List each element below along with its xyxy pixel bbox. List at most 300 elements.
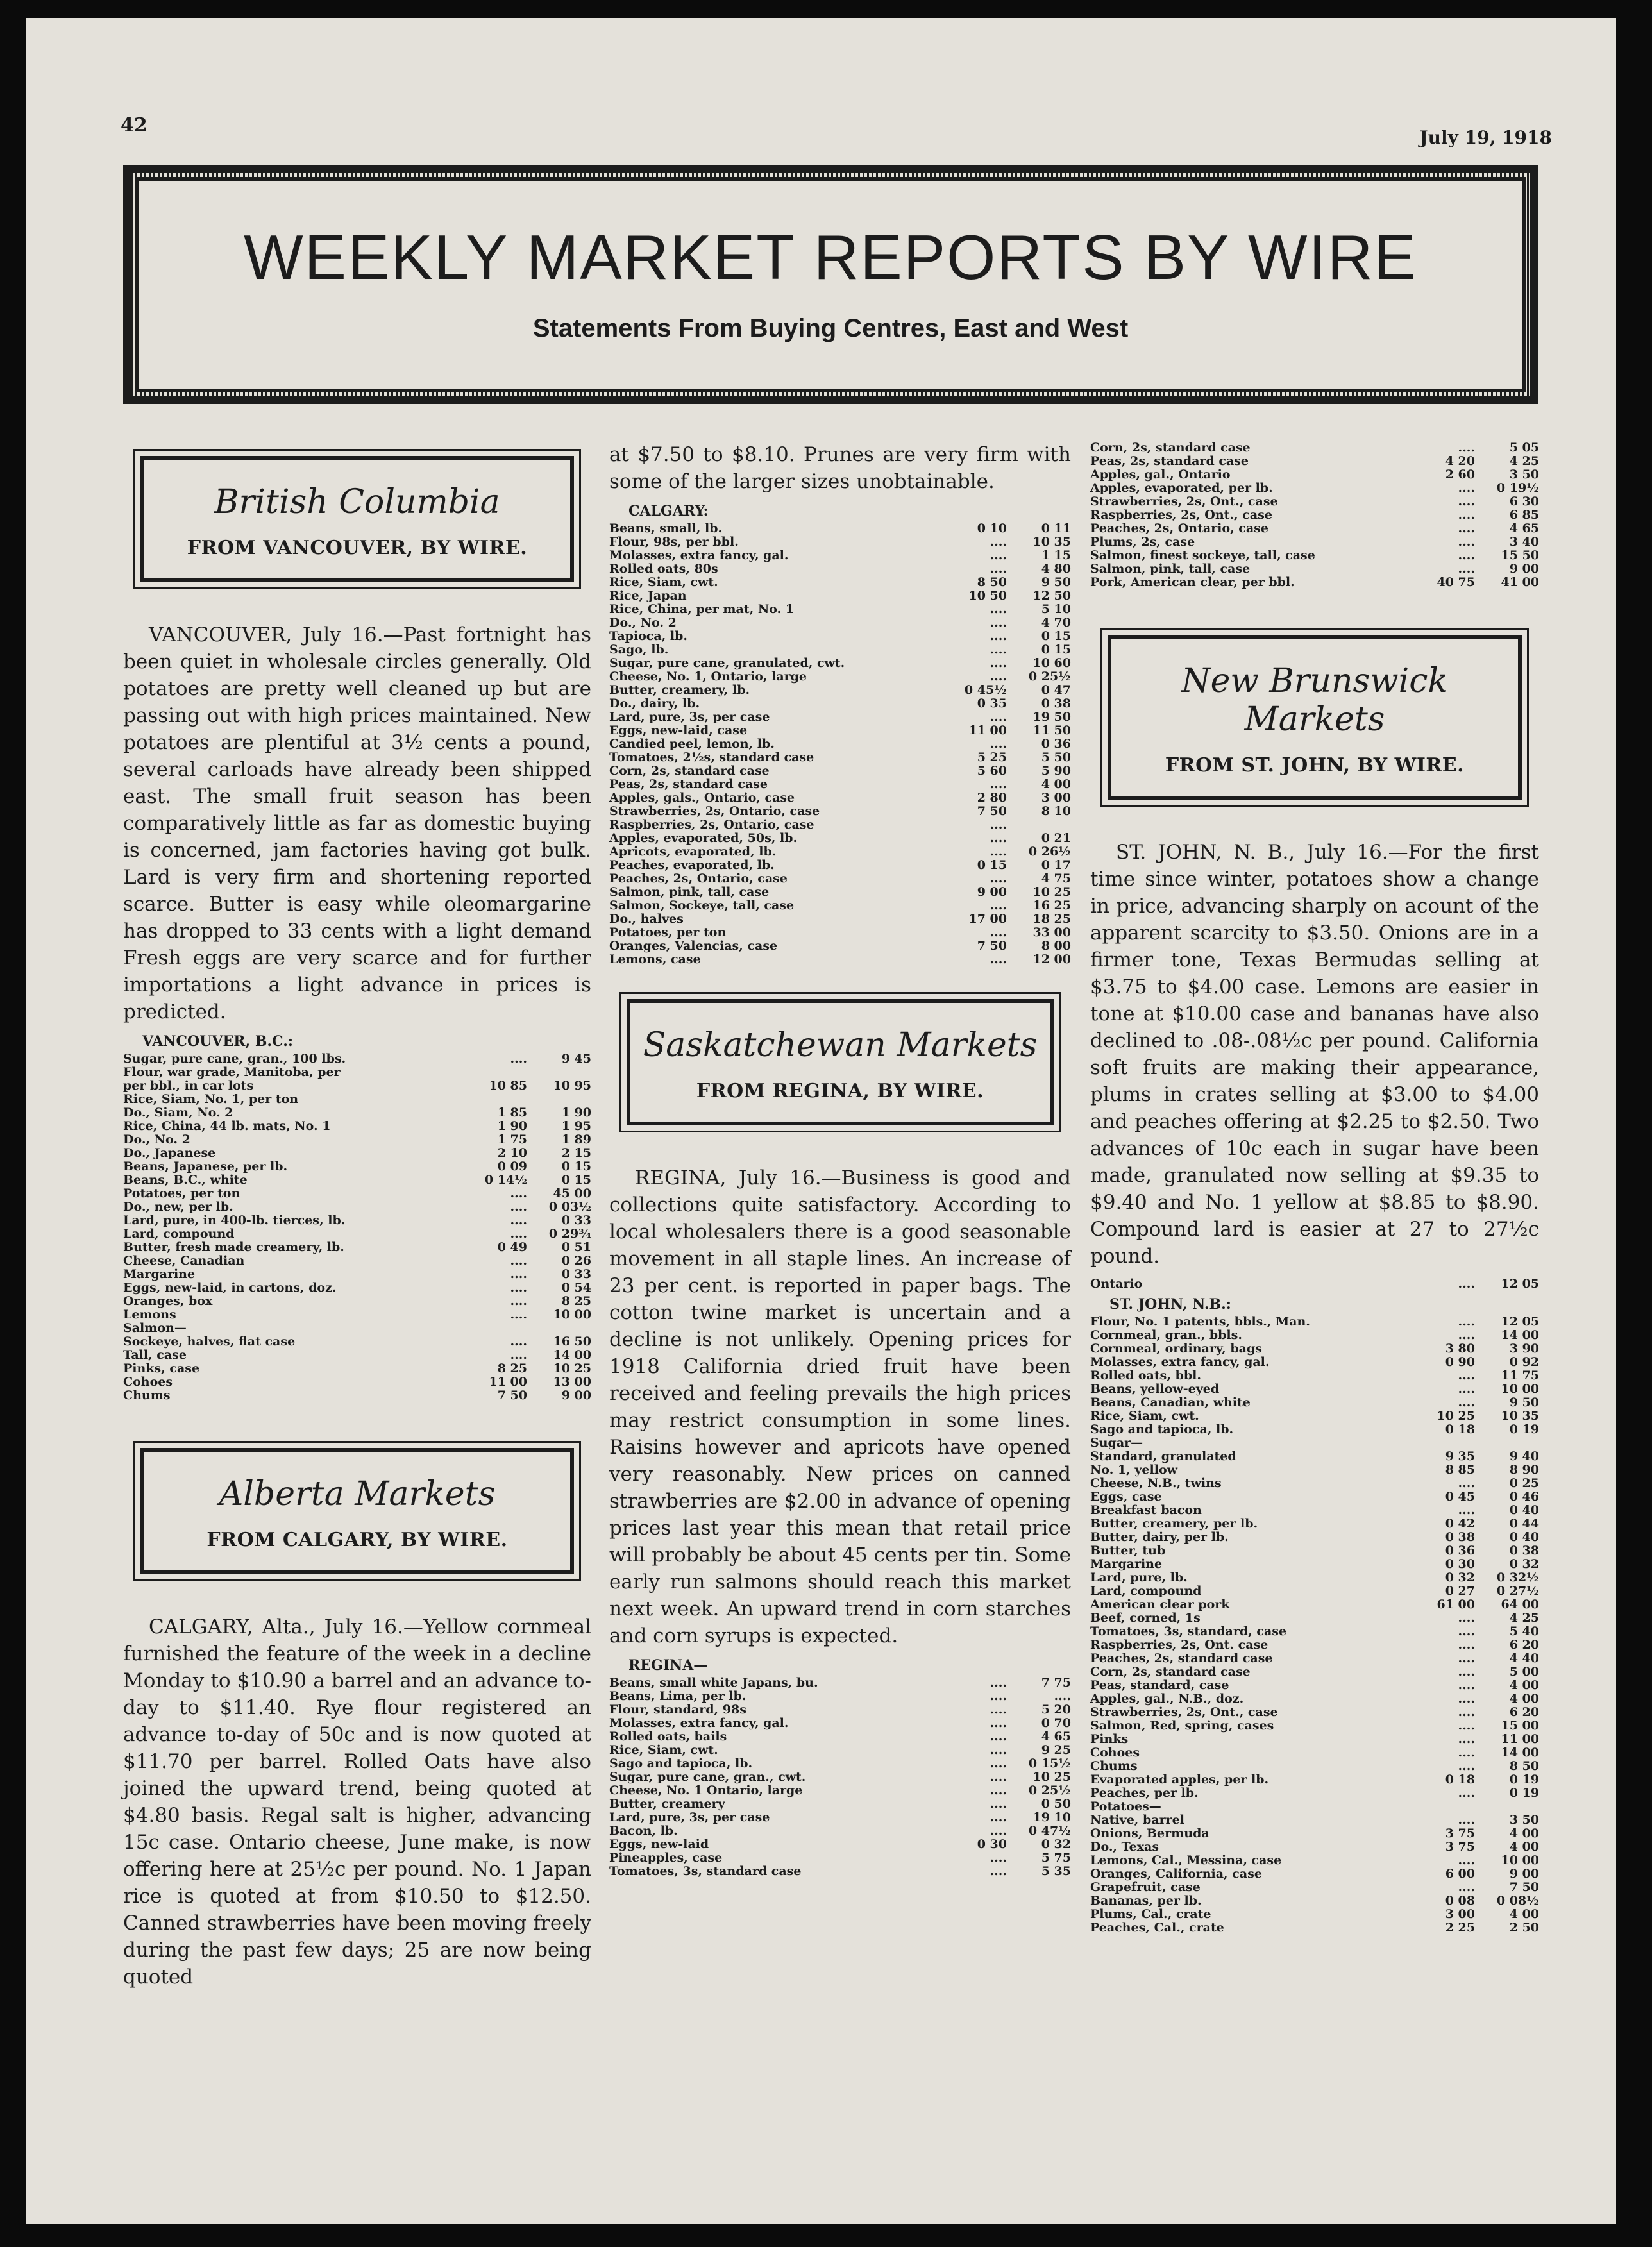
item-name: Beans, Canadian, white [1090, 1396, 1251, 1410]
item-name: Cohoes [1090, 1746, 1140, 1760]
price-low: .... [510, 1227, 527, 1241]
table-row [123, 1200, 591, 1214]
table-row [1090, 522, 1539, 535]
price-high: 0 29¾ [548, 1227, 591, 1241]
table-row [609, 751, 1071, 764]
price-high: 0 47 [1041, 683, 1071, 697]
table-row [609, 832, 1071, 845]
price-low: 0 45½ [964, 683, 1007, 697]
price-high: 10 00 [1501, 1853, 1539, 1867]
item-name: Evaporated apples, per lb. [1090, 1773, 1269, 1787]
price-high: 10 25 [553, 1361, 591, 1376]
price-low: 2 10 [497, 1146, 527, 1160]
price-high: 0 15 [1041, 629, 1071, 643]
table-row [609, 1744, 1071, 1757]
item-name: Do., No. 2 [609, 616, 677, 630]
page-number: 42 [121, 114, 148, 137]
table-row [1090, 1383, 1539, 1396]
bc-heading-box [133, 449, 581, 589]
table-row [1090, 1746, 1539, 1760]
table-row [609, 1703, 1071, 1717]
price-low: .... [1458, 1813, 1475, 1827]
table-row [1090, 549, 1539, 562]
price-high: 4 25 [1509, 454, 1539, 468]
table-row [609, 522, 1071, 535]
price-high: 5 05 [1509, 441, 1539, 455]
item-name: Beans, Lima, per lb. [609, 1690, 746, 1703]
price-high: 0 36 [1041, 737, 1071, 751]
price-high: 19 50 [1032, 710, 1071, 724]
table-row [1090, 1773, 1539, 1787]
table-row [609, 953, 1071, 966]
table-row [609, 670, 1071, 684]
table-row [1090, 1277, 1539, 1291]
price-low: .... [1458, 1277, 1475, 1291]
item-name: Sago and tapioca, lb. [609, 1757, 753, 1771]
price-high: 8 90 [1509, 1463, 1539, 1477]
table-row [609, 778, 1071, 791]
nb-table-label: ST. JOHN, N.B.: [1109, 1296, 1231, 1313]
table-row [1090, 1908, 1539, 1921]
item-name: Butter, creamery, lb. [609, 684, 750, 697]
price-high: 4 00 [1041, 777, 1071, 791]
item-name: Butter, tub [1090, 1544, 1166, 1558]
price-low: 0 18 [1445, 1772, 1475, 1787]
price-low: .... [510, 1294, 527, 1308]
price-low: 0 90 [1445, 1355, 1475, 1369]
price-high: 0 38 [1041, 696, 1071, 711]
table-row [1090, 1315, 1539, 1329]
price-low: .... [990, 1810, 1007, 1824]
price-high: 9 50 [1041, 575, 1071, 589]
item-name: Salmon, pink, tall, case [1090, 562, 1251, 576]
table-row [123, 1052, 591, 1066]
price-low: .... [510, 1254, 527, 1268]
price-high: .... [1054, 1689, 1071, 1703]
price-high: 2 15 [561, 1146, 591, 1160]
item-name: Sugar, pure cane, gran., cwt. [609, 1771, 806, 1784]
price-high: 0 26½ [1028, 845, 1071, 859]
bc-subheading: FROM VANCOUVER, BY WIRE. [187, 537, 528, 559]
item-name: Peas, 2s, standard case [609, 778, 768, 791]
table-row [1090, 1342, 1539, 1356]
price-high: 5 10 [1041, 602, 1071, 616]
item-name: Rice, Siam, cwt. [609, 1744, 718, 1757]
price-high: 0 25½ [1028, 669, 1071, 684]
item-name: Plums, 2s, case [1090, 535, 1195, 549]
price-low [1411, 1800, 1475, 1814]
price-high: 5 00 [1509, 1665, 1539, 1679]
price-high: 11 75 [1501, 1368, 1539, 1383]
item-name: Beans, Japanese, per lb. [123, 1160, 288, 1174]
price-high: 0 32 [1041, 1837, 1071, 1851]
price-high: 0 11 [1041, 521, 1071, 535]
item-name: Grapefruit, case [1090, 1881, 1201, 1894]
item-name: Corn, 2s, standard case [609, 764, 770, 778]
item-name: Strawberries, 2s, Ontario, case [609, 805, 820, 818]
price-low: .... [1458, 1692, 1475, 1706]
price-low: 0 09 [497, 1159, 527, 1174]
price-low: 1 85 [497, 1106, 527, 1120]
price-low: .... [510, 1334, 527, 1349]
price-high: 0 21 [1041, 831, 1071, 845]
price-low: 40 75 [1437, 575, 1475, 589]
nb-heading-inner [1108, 635, 1522, 800]
table-row [123, 1160, 591, 1174]
price-low: 8 25 [497, 1361, 527, 1376]
table-row [609, 697, 1071, 711]
table-row [123, 1214, 591, 1227]
price-high: 4 00 [1509, 1840, 1539, 1854]
price-low: 0 15 [977, 858, 1007, 872]
bc-heading-inner [140, 456, 574, 582]
price-low: 11 00 [489, 1375, 527, 1389]
price-low: 9 00 [977, 885, 1007, 899]
price-low: .... [990, 1716, 1007, 1730]
price-low [463, 1322, 527, 1335]
price-high: 0 38 [1509, 1544, 1539, 1558]
table-row [123, 1308, 591, 1322]
price-low: .... [990, 669, 1007, 684]
price-low: 3 80 [1445, 1342, 1475, 1356]
table-row [1090, 535, 1539, 549]
issue-date: July 19, 1918 [1419, 127, 1552, 148]
price-low: .... [990, 737, 1007, 751]
table-row [1090, 1396, 1539, 1410]
price-high: 5 90 [1041, 764, 1071, 778]
item-name: Breakfast bacon [1090, 1504, 1202, 1517]
item-name: Rice, China, per mat, No. 1 [609, 603, 794, 616]
table-row [123, 1322, 591, 1335]
table-row [123, 1066, 591, 1079]
price-low: 4 20 [1445, 454, 1475, 468]
table-row [123, 1106, 591, 1120]
price-high: 10 60 [1032, 656, 1071, 670]
table-row [609, 657, 1071, 670]
price-low: .... [1458, 548, 1475, 562]
price-high: 0 17 [1041, 858, 1071, 872]
table-row [609, 643, 1071, 657]
item-name: Peaches, evaporated, lb. [609, 859, 775, 872]
price-low: .... [990, 1756, 1007, 1771]
item-name: Strawberries, 2s, Ont., case [1090, 495, 1278, 509]
item-name: Molasses, extra fancy, gal. [1090, 1356, 1270, 1369]
price-low: .... [1458, 1853, 1475, 1867]
item-name: Do., No. 2 [123, 1133, 190, 1147]
price-low: 3 00 [1445, 1907, 1475, 1921]
table-row [609, 764, 1071, 778]
price-low: .... [1458, 1880, 1475, 1894]
price-low: .... [990, 602, 1007, 616]
price-low: 3 75 [1445, 1826, 1475, 1840]
regina-price-table [609, 1676, 1071, 1878]
bc-report: VANCOUVER, July 16.—Past fortnight has been quiet in wholesale circles generally. Old potatoes are pretty well cleaned up but are passing out with high prices maintained. New potatoes are plentiful at 3½ cents a pound, several carloads have already been shipped east. The small fruit season has been comparatively little as far as domestic buying is concerned, jam factories having got bulk. Lard is very firm and shortening reported scarce. Butter is easy while oleomargarine has dropped to 33 cents with a light demand Fresh eggs are very scarce and for further importations a light advance in prices is predicted. [123, 623, 591, 1023]
price-low: .... [990, 616, 1007, 630]
item-name: Flour, war grade, Manitoba, per [123, 1066, 341, 1079]
price-low: .... [1458, 1328, 1475, 1342]
price-high: 4 65 [1041, 1729, 1071, 1744]
item-name: Peas, standard, case [1090, 1679, 1229, 1692]
alberta-heading-inner [140, 1448, 574, 1574]
table-row [1090, 1692, 1539, 1706]
item-name: Standard, granulated [1090, 1450, 1236, 1463]
item-name: Peaches, 2s, Ontario, case [1090, 522, 1268, 535]
price-low: .... [990, 710, 1007, 724]
table-row [123, 1389, 591, 1402]
price-low: .... [510, 1213, 527, 1227]
price-low: .... [990, 831, 1007, 845]
price-low: .... [510, 1281, 527, 1295]
item-name: Corn, 2s, standard case [1090, 1665, 1251, 1679]
sask-subheading: FROM REGINA, BY WIRE. [696, 1080, 984, 1102]
price-high: 4 00 [1509, 1907, 1539, 1921]
item-name: Cohoes [123, 1376, 173, 1389]
table-row [609, 939, 1071, 953]
price-low: .... [990, 898, 1007, 913]
price-low: .... [990, 777, 1007, 791]
table-row [1090, 1436, 1539, 1450]
price-low: .... [510, 1200, 527, 1214]
price-low: .... [510, 1052, 527, 1066]
table-row [609, 589, 1071, 603]
price-high: 0 40 [1509, 1530, 1539, 1544]
price-low: .... [990, 1703, 1007, 1717]
table-row [1090, 576, 1539, 589]
price-low: 8 85 [1445, 1463, 1475, 1477]
price-high [527, 1066, 591, 1079]
price-low: .... [990, 1743, 1007, 1757]
price-low: .... [990, 952, 1007, 966]
table-row [1090, 1369, 1539, 1383]
price-low: .... [1458, 1368, 1475, 1383]
item-name: Salmon, Sockeye, tall, case [609, 899, 795, 913]
price-low: .... [1458, 481, 1475, 495]
price-high: 3 50 [1509, 1813, 1539, 1827]
table-row [609, 737, 1071, 751]
price-high: 10 25 [1032, 885, 1071, 899]
table-row [1090, 1544, 1539, 1558]
banner [123, 165, 1538, 404]
item-name: Tapioca, lb. [609, 630, 688, 643]
price-low: 0 36 [1445, 1544, 1475, 1558]
item-name: No. 1, yellow [1090, 1463, 1177, 1477]
table-row [1090, 1733, 1539, 1746]
table-row [123, 1227, 591, 1241]
price-high: 0 32½ [1496, 1570, 1539, 1585]
price-low: .... [990, 1824, 1007, 1838]
item-name: Do., new, per lb. [123, 1200, 233, 1214]
banner-subtitle: Statements From Buying Centres, East and West [532, 314, 1129, 342]
price-low: 0 35 [977, 696, 1007, 711]
price-low: .... [990, 1729, 1007, 1744]
table-row [123, 1268, 591, 1281]
price-low: .... [1458, 1651, 1475, 1665]
price-high: 4 40 [1509, 1651, 1539, 1665]
price-high: 2 50 [1509, 1921, 1539, 1935]
price-high: 13 00 [553, 1375, 591, 1389]
price-high: 11 50 [1032, 723, 1071, 737]
price-high: 0 03½ [548, 1200, 591, 1214]
item-name: Flour, No. 1 patents, bbls., Man. [1090, 1315, 1310, 1329]
price-high: 0 33 [561, 1213, 591, 1227]
table-row [1090, 441, 1539, 455]
item-name: Plums, Cal., crate [1090, 1908, 1211, 1921]
price-high: 5 40 [1509, 1624, 1539, 1638]
nb-pre-row-table [1090, 1277, 1539, 1291]
item-name: Lemons, Cal., Messina, case [1090, 1854, 1282, 1867]
price-high: 3 00 [1041, 791, 1071, 805]
price-high: 12 00 [1032, 952, 1071, 966]
item-name: Bacon, lb. [609, 1824, 678, 1838]
price-high: 0 08½ [1496, 1894, 1539, 1908]
table-row [1090, 1450, 1539, 1463]
item-name: Beans, small white Japans, bu. [609, 1676, 818, 1690]
item-name: Cornmeal, ordinary, bags [1090, 1342, 1262, 1356]
price-low: .... [1458, 508, 1475, 522]
price-low: 8 50 [977, 575, 1007, 589]
price-high: 8 00 [1041, 939, 1071, 953]
table-row [609, 1824, 1071, 1838]
table-row [609, 1730, 1071, 1744]
price-low: 0 30 [977, 1837, 1007, 1851]
table-row [1090, 1490, 1539, 1504]
table-row [609, 603, 1071, 616]
calgary-price-table-cont [1090, 441, 1539, 589]
item-name: per bbl., in car lots [123, 1079, 254, 1093]
price-low: .... [990, 1851, 1007, 1865]
table-row [609, 913, 1071, 926]
item-name: Lard, pure, 3s, per case [609, 711, 770, 724]
price-low: 0 08 [1445, 1894, 1475, 1908]
calgary-price-table [609, 522, 1071, 966]
item-name: Sugar, pure cane, granulated, cwt. [609, 657, 845, 670]
table-row [123, 1079, 591, 1093]
price-high: 9 50 [1509, 1395, 1539, 1410]
price-low: 5 25 [977, 750, 1007, 764]
table-row [1090, 1423, 1539, 1436]
item-name: Do., halves [609, 913, 684, 926]
item-name: Lard, pure, 3s, per case [609, 1811, 770, 1824]
price-high: 3 40 [1509, 535, 1539, 549]
item-name: Do., Japanese [123, 1147, 216, 1160]
table-row [609, 1784, 1071, 1797]
item-name: Molasses, extra fancy, gal. [609, 1717, 789, 1730]
price-high: 9 45 [561, 1052, 591, 1066]
price-low: .... [1458, 1719, 1475, 1733]
price-high: 4 75 [1041, 871, 1071, 886]
price-low: .... [510, 1348, 527, 1362]
item-name: Sugar, pure cane, gran., 100 lbs. [123, 1052, 346, 1066]
price-low: .... [990, 643, 1007, 657]
item-name: Cheese, No. 1 Ontario, large [609, 1784, 803, 1797]
item-name: Beans, B.C., white [123, 1174, 248, 1187]
table-row [123, 1281, 591, 1295]
price-low: .... [990, 925, 1007, 939]
price-high: 10 95 [553, 1079, 591, 1093]
price-high: 9 40 [1509, 1449, 1539, 1463]
table-row [1090, 562, 1539, 576]
price-high: 5 50 [1041, 750, 1071, 764]
table-row [123, 1147, 591, 1160]
table-row [123, 1376, 591, 1389]
table-row [609, 886, 1071, 899]
item-name: Cheese, No. 1, Ontario, large [609, 670, 807, 684]
price-high: 0 26 [561, 1254, 591, 1268]
sask-heading-inner [627, 999, 1054, 1125]
table-row [123, 1120, 591, 1133]
table-row [609, 805, 1071, 818]
price-low: 2 60 [1445, 467, 1475, 482]
price-low: 0 32 [1445, 1570, 1475, 1585]
item-name: Candied peel, lemon, lb. [609, 737, 775, 751]
item-name: Eggs, new-laid, in cartons, doz. [123, 1281, 337, 1295]
table-row [123, 1174, 591, 1187]
price-low: 2 80 [977, 791, 1007, 805]
item-name: Peaches, Cal., crate [1090, 1921, 1224, 1935]
price-high: 7 75 [1041, 1676, 1071, 1690]
item-name: Rolled oats, 80s [609, 562, 718, 576]
price-low: 1 75 [497, 1132, 527, 1147]
price-high: 0 15 [561, 1159, 591, 1174]
nb-heading: New Brunswick Markets [1181, 662, 1448, 739]
sask-heading-box [620, 992, 1061, 1132]
item-name: Cheese, Canadian [123, 1254, 245, 1268]
price-low: 0 42 [1445, 1517, 1475, 1531]
price-high: 0 70 [1041, 1716, 1071, 1730]
price-low: .... [990, 871, 1007, 886]
item-name: Sago and tapioca, lb. [1090, 1423, 1234, 1436]
price-high: 9 00 [1509, 562, 1539, 576]
price-high: 4 00 [1509, 1692, 1539, 1706]
item-name: Do., Siam, No. 2 [123, 1106, 233, 1120]
stjohn-price-table [1090, 1315, 1539, 1935]
item-name: Chums [1090, 1760, 1138, 1773]
price-high: 16 25 [1032, 898, 1071, 913]
price-low: .... [1458, 1759, 1475, 1773]
price-low: 7 50 [497, 1388, 527, 1402]
table-row [1090, 468, 1539, 482]
price-high [1475, 1800, 1539, 1814]
price-low: 17 00 [968, 912, 1007, 926]
item-name: Butter, creamery, per lb. [1090, 1517, 1258, 1531]
price-high: 16 50 [553, 1334, 591, 1349]
item-name: Molasses, extra fancy, gal. [609, 549, 789, 562]
price-high: 10 00 [1501, 1382, 1539, 1396]
price-high [527, 1322, 591, 1335]
price-high: 8 50 [1509, 1759, 1539, 1773]
price-high: 41 00 [1501, 575, 1539, 589]
item-name: Eggs, case [1090, 1490, 1162, 1504]
item-name: Tomatoes, 3s, standard, case [1090, 1625, 1287, 1638]
table-row [1090, 1612, 1539, 1625]
price-low: 61 00 [1437, 1597, 1475, 1612]
price-high: 10 35 [1032, 535, 1071, 549]
price-low: 11 00 [968, 723, 1007, 737]
table-row [1090, 1517, 1539, 1531]
nb-subheading: FROM ST. JOHN, BY WIRE. [1165, 754, 1465, 777]
item-name: Eggs, new-laid, case [609, 724, 748, 737]
price-high: 5 35 [1041, 1864, 1071, 1878]
table-row [1090, 1881, 1539, 1894]
item-name: Chums [123, 1389, 171, 1402]
table-row [1090, 1585, 1539, 1598]
table-row [609, 791, 1071, 805]
price-low: .... [990, 818, 1007, 832]
item-name: Oranges, Valencias, case [609, 939, 778, 953]
item-name: Raspberries, 2s, Ont., case [1090, 509, 1272, 522]
nb-heading-box [1100, 628, 1529, 807]
item-name: Oranges, box [123, 1295, 213, 1308]
